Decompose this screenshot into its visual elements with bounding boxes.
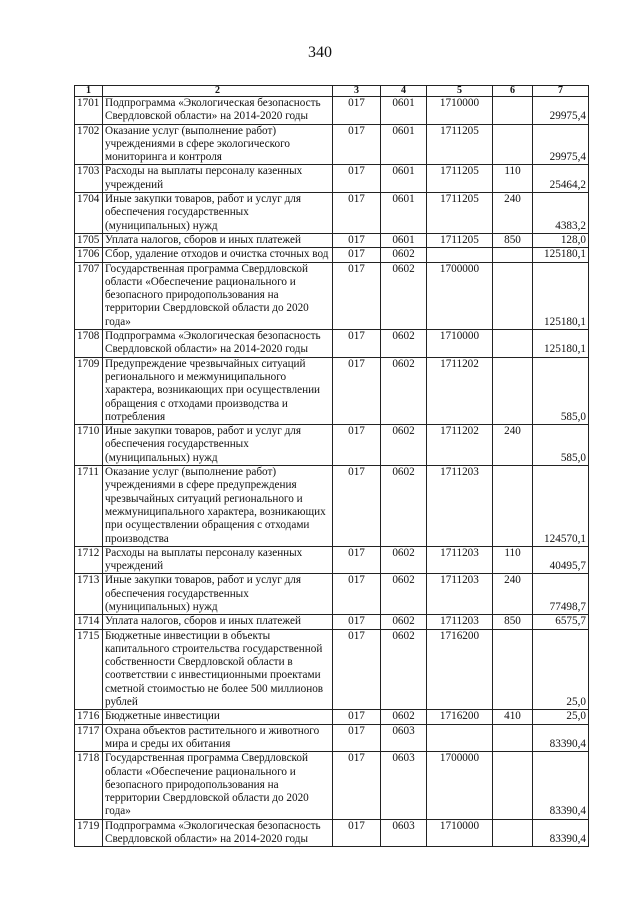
table-row xyxy=(75,193,589,234)
row-description: Уплата налогов, сборов и иных платежей xyxy=(103,615,333,629)
row-amount: 4383,2 xyxy=(533,193,589,234)
row-number: 1705 xyxy=(75,233,103,247)
row-section-code: 0601 xyxy=(381,193,427,234)
row-section-code: 0602 xyxy=(381,466,427,547)
row-target-code: 1716200 xyxy=(427,710,493,724)
column-header: 3 xyxy=(333,86,381,97)
table-row xyxy=(75,124,589,165)
table-row xyxy=(75,629,589,710)
table-row xyxy=(75,165,589,193)
table-row xyxy=(75,330,589,358)
row-code-3: 017 xyxy=(333,165,381,193)
row-code-3: 017 xyxy=(333,724,381,752)
table-row xyxy=(75,233,589,247)
row-target-code: 1710000 xyxy=(427,819,493,847)
row-description: Оказание услуг (выполнение работ) учреждениями в сфере предупреждения чрезвычайных ситуаций регионального и межмуниципального характера, возникающих при осуществлении обращения с отходами производства xyxy=(103,466,333,547)
row-number: 1701 xyxy=(75,97,103,125)
table-row xyxy=(75,425,589,466)
row-code-3: 017 xyxy=(333,262,381,329)
column-header: 1 xyxy=(75,86,103,97)
row-section-code: 0602 xyxy=(381,629,427,710)
row-code-3: 017 xyxy=(333,466,381,547)
row-amount: 29975,4 xyxy=(533,97,589,125)
row-description: Подпрограмма «Экологическая безопасность Свердловской области» на 2014-2020 годы xyxy=(103,819,333,847)
row-number: 1717 xyxy=(75,724,103,752)
row-number: 1710 xyxy=(75,425,103,466)
row-amount: 585,0 xyxy=(533,425,589,466)
row-section-code: 0602 xyxy=(381,615,427,629)
row-description: Бюджетные инвестиции в объекты капитального строительства государственной собственности Свердловской области в соответствии с инвестиционными проектами сметной стоимостью не более 500 миллионов рублей xyxy=(103,629,333,710)
row-section-code: 0602 xyxy=(381,710,427,724)
row-description: Расходы на выплаты персоналу казенных учреждений xyxy=(103,546,333,574)
row-expense-type xyxy=(493,629,533,710)
row-number: 1703 xyxy=(75,165,103,193)
row-section-code: 0602 xyxy=(381,546,427,574)
row-code-3: 017 xyxy=(333,425,381,466)
table-row xyxy=(75,357,589,424)
row-code-3: 017 xyxy=(333,124,381,165)
row-target-code: 1711203 xyxy=(427,574,493,615)
row-expense-type: 240 xyxy=(493,574,533,615)
table-row xyxy=(75,466,589,547)
row-target-code: 1710000 xyxy=(427,330,493,358)
row-target-code: 1700000 xyxy=(427,262,493,329)
row-code-3: 017 xyxy=(333,710,381,724)
row-number: 1708 xyxy=(75,330,103,358)
budget-table xyxy=(74,85,589,847)
row-target-code: 1711202 xyxy=(427,425,493,466)
row-number: 1702 xyxy=(75,124,103,165)
row-description: Предупреждение чрезвычайных ситуаций регионального и межмуниципального характера, возникающих при осуществлении обращения с отходами производства и потребления xyxy=(103,357,333,424)
row-expense-type: 410 xyxy=(493,710,533,724)
row-amount: 25464,2 xyxy=(533,165,589,193)
row-expense-type: 850 xyxy=(493,615,533,629)
row-number: 1719 xyxy=(75,819,103,847)
row-code-3: 017 xyxy=(333,819,381,847)
column-header: 2 xyxy=(103,86,333,97)
row-code-3: 017 xyxy=(333,357,381,424)
row-target-code: 1711202 xyxy=(427,357,493,424)
row-expense-type xyxy=(493,330,533,358)
row-target-code: 1711205 xyxy=(427,124,493,165)
row-amount: 125180,1 xyxy=(533,262,589,329)
row-section-code: 0601 xyxy=(381,97,427,125)
row-section-code: 0603 xyxy=(381,819,427,847)
row-code-3: 017 xyxy=(333,233,381,247)
column-header: 7 xyxy=(533,86,589,97)
row-code-3: 017 xyxy=(333,615,381,629)
row-number: 1707 xyxy=(75,262,103,329)
row-expense-type: 110 xyxy=(493,165,533,193)
row-amount: 29975,4 xyxy=(533,124,589,165)
table-row xyxy=(75,262,589,329)
row-section-code: 0602 xyxy=(381,330,427,358)
row-amount: 6575,7 xyxy=(533,615,589,629)
row-description: Иные закупки товаров, работ и услуг для обеспечения государственных (муниципальных) нужд xyxy=(103,574,333,615)
row-expense-type xyxy=(493,262,533,329)
row-target-code: 1711203 xyxy=(427,615,493,629)
row-number: 1709 xyxy=(75,357,103,424)
row-amount: 77498,7 xyxy=(533,574,589,615)
row-amount: 125180,1 xyxy=(533,330,589,358)
row-amount: 83390,4 xyxy=(533,752,589,819)
row-code-3: 017 xyxy=(333,330,381,358)
row-code-3: 017 xyxy=(333,248,381,262)
row-amount: 124570,1 xyxy=(533,466,589,547)
table-row xyxy=(75,615,589,629)
row-code-3: 017 xyxy=(333,574,381,615)
row-target-code: 1711203 xyxy=(427,546,493,574)
row-amount: 585,0 xyxy=(533,357,589,424)
row-amount: 128,0 xyxy=(533,233,589,247)
row-target-code xyxy=(427,248,493,262)
table-row xyxy=(75,710,589,724)
row-description: Охрана объектов растительного и животного мира и среды их обитания xyxy=(103,724,333,752)
row-number: 1712 xyxy=(75,546,103,574)
table-body xyxy=(75,97,589,847)
row-description: Расходы на выплаты персоналу казенных учреждений xyxy=(103,165,333,193)
row-amount: 83390,4 xyxy=(533,819,589,847)
row-section-code: 0602 xyxy=(381,248,427,262)
row-number: 1711 xyxy=(75,466,103,547)
row-target-code: 1711205 xyxy=(427,165,493,193)
table-row xyxy=(75,752,589,819)
row-code-3: 017 xyxy=(333,97,381,125)
row-section-code: 0601 xyxy=(381,124,427,165)
row-description: Бюджетные инвестиции xyxy=(103,710,333,724)
row-target-code: 1711203 xyxy=(427,466,493,547)
column-header: 6 xyxy=(493,86,533,97)
row-number: 1704 xyxy=(75,193,103,234)
row-description: Оказание услуг (выполнение работ) учреждениями в сфере экологического мониторинга и контроля xyxy=(103,124,333,165)
column-header: 4 xyxy=(381,86,427,97)
row-section-code: 0602 xyxy=(381,357,427,424)
page-number: 340 xyxy=(308,44,332,61)
row-expense-type xyxy=(493,724,533,752)
row-code-3: 017 xyxy=(333,193,381,234)
row-number: 1716 xyxy=(75,710,103,724)
row-description: Уплата налогов, сборов и иных платежей xyxy=(103,233,333,247)
table-row xyxy=(75,574,589,615)
column-header: 5 xyxy=(427,86,493,97)
row-section-code: 0601 xyxy=(381,165,427,193)
row-expense-type xyxy=(493,357,533,424)
row-number: 1714 xyxy=(75,615,103,629)
row-number: 1718 xyxy=(75,752,103,819)
row-target-code: 1716200 xyxy=(427,629,493,710)
row-description: Государственная программа Свердловской области «Обеспечение рационального и безопасного природопользования на территории Свердловской области до 2020 года» xyxy=(103,262,333,329)
row-expense-type xyxy=(493,819,533,847)
row-section-code: 0603 xyxy=(381,724,427,752)
table-row xyxy=(75,724,589,752)
row-expense-type xyxy=(493,466,533,547)
header-row xyxy=(75,86,589,97)
row-section-code: 0602 xyxy=(381,262,427,329)
row-expense-type xyxy=(493,124,533,165)
row-number: 1715 xyxy=(75,629,103,710)
row-description: Сбор, удаление отходов и очистка сточных вод xyxy=(103,248,333,262)
row-expense-type: 240 xyxy=(493,193,533,234)
row-target-code: 1710000 xyxy=(427,97,493,125)
row-expense-type: 850 xyxy=(493,233,533,247)
row-expense-type xyxy=(493,97,533,125)
table-row xyxy=(75,546,589,574)
row-amount: 40495,7 xyxy=(533,546,589,574)
row-number: 1713 xyxy=(75,574,103,615)
row-target-code: 1711205 xyxy=(427,233,493,247)
row-section-code: 0603 xyxy=(381,752,427,819)
row-section-code: 0601 xyxy=(381,233,427,247)
row-description: Подпрограмма «Экологическая безопасность Свердловской области» на 2014-2020 годы xyxy=(103,330,333,358)
row-amount: 25,0 xyxy=(533,710,589,724)
table-row xyxy=(75,819,589,847)
row-amount: 125180,1 xyxy=(533,248,589,262)
row-description: Подпрограмма «Экологическая безопасность Свердловской области» на 2014-2020 годы xyxy=(103,97,333,125)
row-expense-type xyxy=(493,752,533,819)
row-target-code xyxy=(427,724,493,752)
row-amount: 83390,4 xyxy=(533,724,589,752)
row-number: 1706 xyxy=(75,248,103,262)
row-section-code: 0602 xyxy=(381,425,427,466)
row-target-code: 1700000 xyxy=(427,752,493,819)
row-description: Иные закупки товаров, работ и услуг для обеспечения государственных (муниципальных) нужд xyxy=(103,193,333,234)
row-description: Иные закупки товаров, работ и услуг для обеспечения государственных (муниципальных) нужд xyxy=(103,425,333,466)
row-section-code: 0602 xyxy=(381,574,427,615)
row-code-3: 017 xyxy=(333,752,381,819)
row-amount: 25,0 xyxy=(533,629,589,710)
row-expense-type: 110 xyxy=(493,546,533,574)
row-target-code: 1711205 xyxy=(427,193,493,234)
table-row xyxy=(75,248,589,262)
row-code-3: 017 xyxy=(333,546,381,574)
row-expense-type xyxy=(493,248,533,262)
row-code-3: 017 xyxy=(333,629,381,710)
table-row xyxy=(75,97,589,125)
row-description: Государственная программа Свердловской области «Обеспечение рационального и безопасного природопользования на территории Свердловской области до 2020 года» xyxy=(103,752,333,819)
row-expense-type: 240 xyxy=(493,425,533,466)
table-header xyxy=(75,86,589,97)
